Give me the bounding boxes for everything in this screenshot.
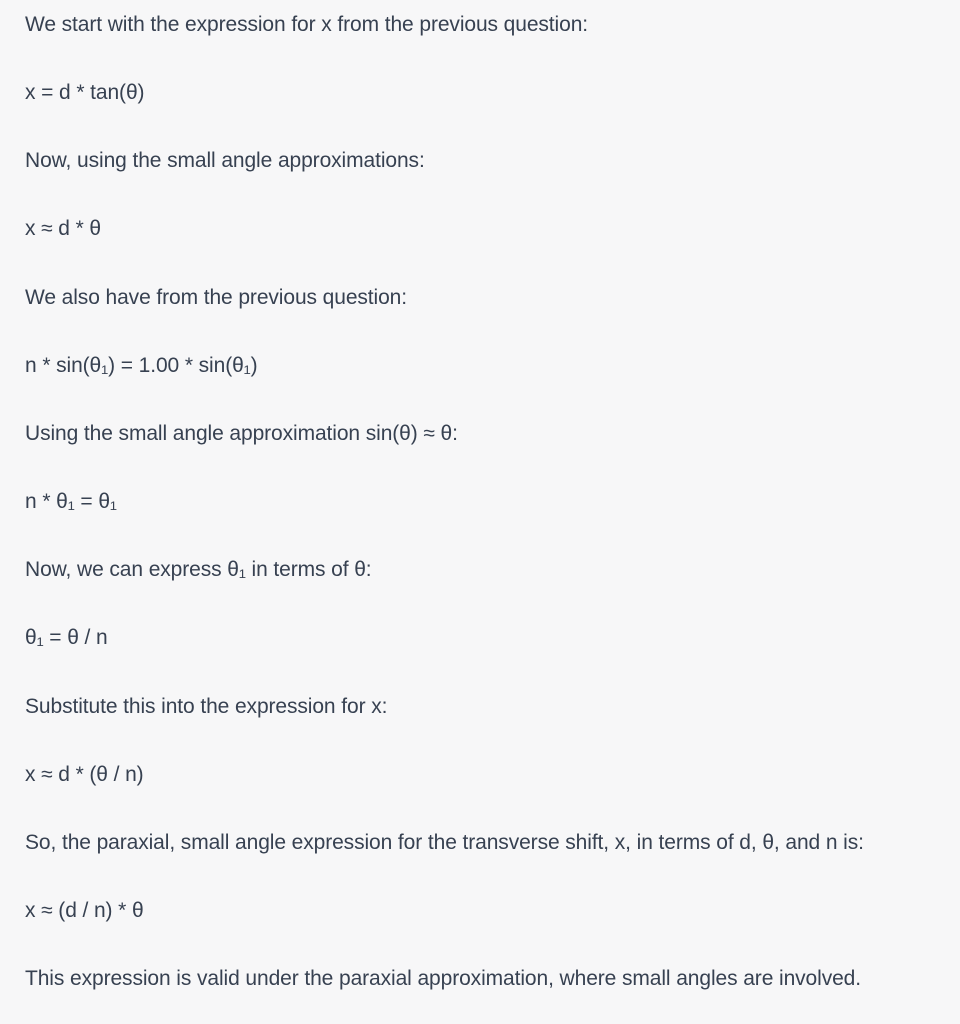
- small-angle-intro-text: Now, using the small angle approximations:: [25, 149, 425, 172]
- equation-final: x ≈ (d / n) * θ: [25, 899, 144, 922]
- express-theta-text: Now, we can express θ₁ in terms of θ:: [25, 558, 372, 581]
- previous-question-text: We also have from the previous question:: [25, 286, 407, 309]
- conclusion-text: So, the paraxial, small angle expression for the transverse shift, x, in terms of d, θ, and n is:: [25, 831, 864, 854]
- equation-approx: x ≈ d * θ: [25, 217, 101, 240]
- equation-tan: x = d * tan(θ): [25, 81, 145, 104]
- validity-text: This expression is valid under the paraxial approximation, where small angles are involved.: [25, 967, 861, 990]
- equation-substituted: x ≈ d * (θ / n): [25, 763, 144, 786]
- equation-snell: n * sin(θ₁) = 1.00 * sin(θ₁): [25, 354, 258, 377]
- equation-theta1: θ₁ = θ / n: [25, 626, 108, 649]
- intro-text: We start with the expression for x from the previous question:: [25, 13, 589, 36]
- sin-approx-text: Using the small angle approximation sin(θ) ≈ θ:: [25, 422, 458, 445]
- equation-snell-approx: n * θ₁ = θ₁: [25, 490, 117, 513]
- substitute-text: Substitute this into the expression for x:: [25, 695, 388, 718]
